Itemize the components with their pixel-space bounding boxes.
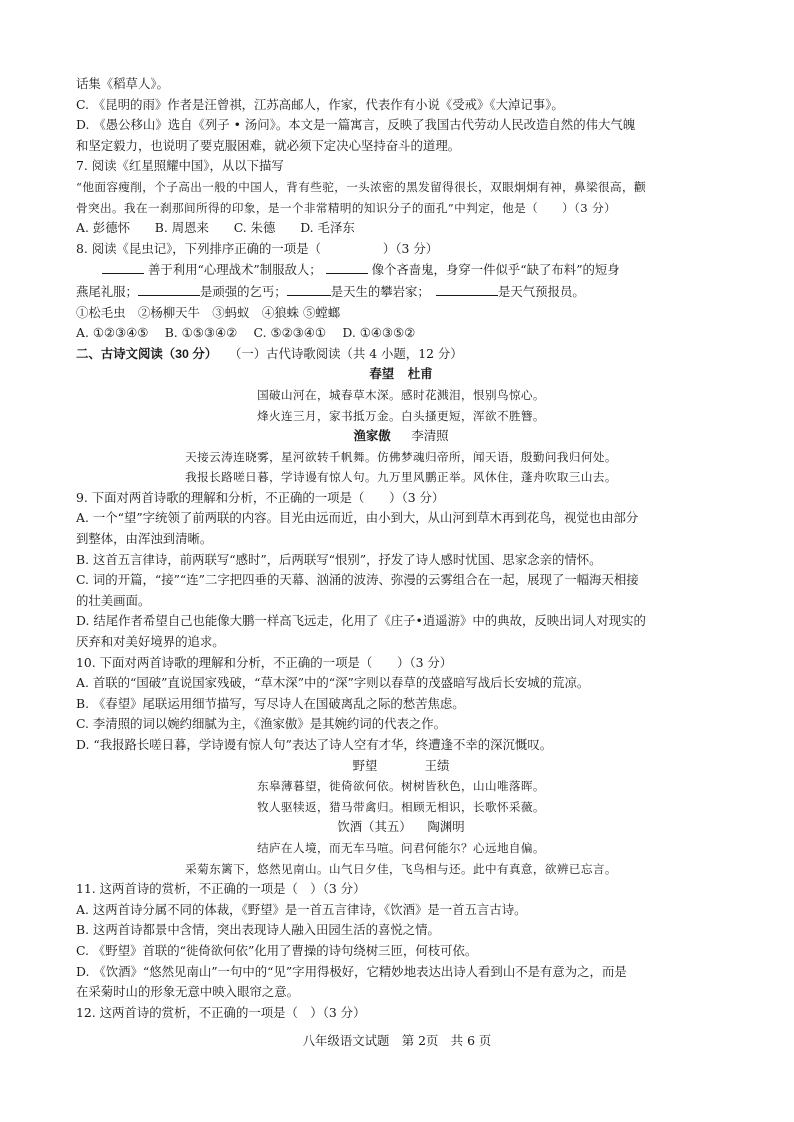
question-9-stem: 9. 下面对两首诗歌的理解和分析，不正确的一项是（ ）（3 分） xyxy=(76,489,445,505)
answer-blank[interactable] xyxy=(436,281,498,296)
question-8-passage: 燕尾礼服； 是顽强的乞丐； 是天生的攀岩家； 是天气预报员。 xyxy=(76,281,726,303)
text-line: C. 《昆明的雨》作者是汪曾祺，江苏高邮人，作家，代表作有小说《受戒》《大淖记事》。 xyxy=(76,96,564,112)
question-9-option: B. 这首五言律诗，前两联写“感时”，后两联写“恨别”，抒发了诗人感时忧国、思家念亲的情怀。 xyxy=(76,551,602,567)
text-line: 话集《稻草人》。 xyxy=(76,76,169,91)
poem-line: 东皋薄暮望，徙倚欲何依。树树皆秋色，山山唯落晖。 xyxy=(257,779,545,794)
question-9-option: 的壮美画面。 xyxy=(76,592,151,608)
question-9-option: D. 结尾作者希望自己也能像大鹏一样高飞远走，化用了《庄子•逍遥游》中的典故，反映出词人对现实的 xyxy=(76,613,646,629)
poem-line: 牧人驱犊返，猎马带禽归。相顾无相识，长歌怀采薇。 xyxy=(257,799,545,814)
poem-line: 采菊东篱下，悠然见南山。山气日夕佳，飞鸟相与还。此中有真意，欲辨已忘言。 xyxy=(185,861,617,876)
question-11-option: D. 《饮酒》“悠然见南山”一句中的“见”字用得极好，它精妙地表达出诗人看到山不是有意为之，而是 xyxy=(76,963,627,979)
question-8-options: A. ①②③④⑤ B. ①⑤③④② C. ⑤②③④① D. ①④③⑤② xyxy=(76,325,416,341)
text-line: 和坚定毅力，也说明了要克服困难，就必须下定决心坚持奋斗的道理。 xyxy=(76,137,461,153)
question-9-option: A. 一个“望”字统领了前两联的内容。目光由远而近，由小到大，从山河到草木再到花鸟，视觉也由部分 xyxy=(76,510,639,526)
question-7-quote: “他面容瘦削，个子高出一般的中国人，背有些驼，一头浓密的黑发留得很长，双眼炯炯有神，鼻梁很高，颧 xyxy=(76,179,647,194)
poem-title: 饮酒（其五） 陶渊明 xyxy=(337,819,465,835)
question-10-option: B. 《春望》尾联运用细节描写，写尽诗人在国破离乱之际的愁苦焦虑。 xyxy=(76,695,465,711)
question-8-stem: 8. 阅读《昆虫记》，下列排序正确的一项是（ ）（3 分） xyxy=(76,240,439,256)
question-10-stem: 10. 下面对两首诗歌的理解和分析，不正确的一项是（ ）（3 分） xyxy=(76,654,453,670)
poem-line: 烽火连三月，家书抵万金。白头搔更短，浑欲不胜簪。 xyxy=(257,408,545,423)
question-8-items: ①松毛虫 ②杨柳天牛 ③蚂蚁 ④狼蛛 ⑤螳螂 xyxy=(76,304,341,320)
answer-blank[interactable] xyxy=(138,281,200,296)
question-9-option: 到整体，由浑浊到清晰。 xyxy=(76,531,213,547)
poem-title: 春望 杜甫 xyxy=(369,367,433,382)
section-heading: 二、古诗文阅读（30 分） （一）古代诗歌阅读（共 4 小题，12 分） xyxy=(76,345,463,361)
answer-blank[interactable] xyxy=(102,259,144,274)
question-11-option: B. 这两首诗都景中含情，突出表现诗人融入田园生活的喜悦之情。 xyxy=(76,922,440,938)
question-8-passage: 善于利用“心理战术”制服敌人； 像个吝啬鬼，身穿一件似乎“缺了布料”的短身 xyxy=(76,259,726,281)
text-line: D. 《愚公移山》选自《列子 • 汤问》。本文是一篇寓言，反映了我国古代劳动人民改造自然的伟大气魄 xyxy=(76,117,636,133)
exam-page xyxy=(76,74,726,1023)
poem-title: 渔家傲 李清照 xyxy=(353,429,449,444)
poem-line: 我报长路嗟日暮，学诗谩有惊人句。九万里风鹏正举。风休住，蓬舟吹取三山去。 xyxy=(185,470,617,485)
answer-blank[interactable] xyxy=(326,259,368,274)
poem-line: 结庐在人境，而无车马喧。问君何能尔？心远地自偏。 xyxy=(257,840,545,855)
question-11-option: 在采菊时山的形象无意中映入眼帘之意。 xyxy=(76,984,300,1000)
poem-line: 天接云涛连晓雾，星河欲转千帆舞。仿佛梦魂归帝所，闻天语，殷勤问我归何处。 xyxy=(185,449,617,464)
question-10-option: D. “我报路长嗟日暮，学诗谩有惊人句”表达了诗人空有才华，终遭逢不幸的深沉慨叹。 xyxy=(76,737,553,752)
question-7-options: A. 彭德怀 B. 周恩来 C. 朱德 D. 毛泽东 xyxy=(76,220,355,236)
answer-blank[interactable] xyxy=(287,281,331,296)
poem-title: 野望 王绩 xyxy=(352,757,450,773)
question-10-option: A. 首联的“国破”直说国家残破，“草木深”中的“深”字则以春草的茂盛暗写战后长安城的荒凉。 xyxy=(76,675,590,691)
question-9-option: 厌弃和对美好境界的追求。 xyxy=(76,634,225,650)
question-9-option: C. 词的开篇，“接”“连”二字把四垂的天幕、汹涌的波涛、弥漫的云雾组合在一起，展现了一幅海天相接 xyxy=(76,572,639,588)
question-11-option: C. 《野望》首联的“徙倚欲何依”化用了曹操的诗句绕树三匝，何枝可依。 xyxy=(76,942,478,958)
question-10-option: C. 李清照的词以婉约细腻为主，《渔家傲》是其婉约词的代表之作。 xyxy=(76,716,447,732)
question-12-stem: 12. 这两首诗的赏析，不正确的一项是（ ）（3 分） xyxy=(76,1004,366,1020)
question-11-option: A. 这两首诗分属不同的体裁，《野望》是一首五言律诗，《饮酒》是一首五言古诗。 xyxy=(76,901,527,917)
page-footer: 八年级语文试题 第 2页 共 6 页 xyxy=(302,1033,492,1048)
poem-line: 国破山河在，城春草木深。感时花溅泪，恨别鸟惊心。 xyxy=(257,387,545,402)
question-7-quote: 骨突出。我在一刹那间所得的印象，是一个非常精明的知识分子的面孔”中判定，他是（ ）（3 分） xyxy=(76,200,617,215)
question-7-stem: 7. 阅读《红星照耀中国》，从以下描写 xyxy=(76,158,284,174)
question-11-stem: 11. 这两首诗的赏析，不正确的一项是（ ）（3 分） xyxy=(76,881,366,897)
